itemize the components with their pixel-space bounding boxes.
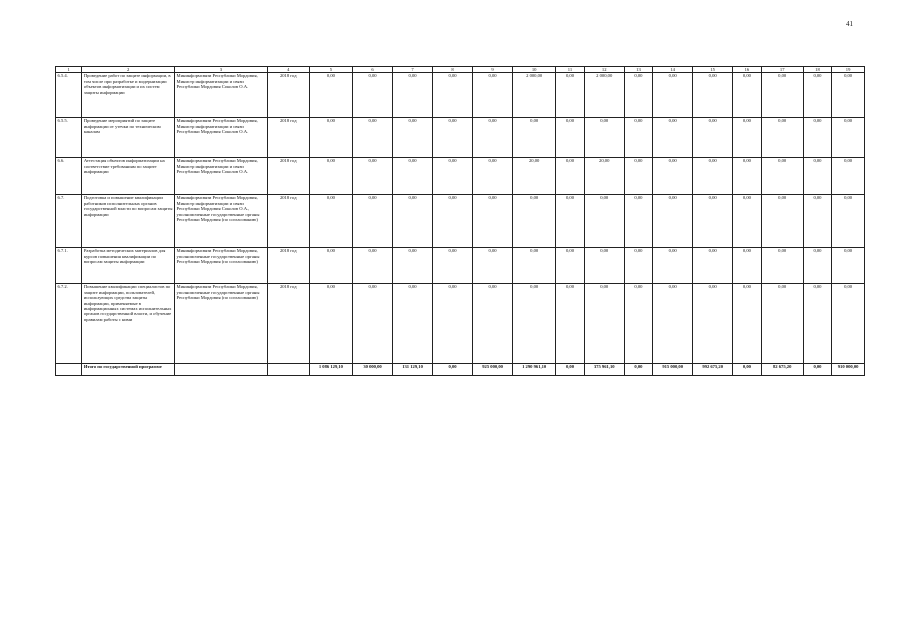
column-number: 18 bbox=[803, 67, 831, 73]
value-cell: 0,00 bbox=[733, 195, 761, 248]
value-cell: 0,00 bbox=[393, 284, 433, 364]
value-cell: 0,00 bbox=[733, 158, 761, 195]
year: 2018 год bbox=[267, 195, 309, 248]
executor: Мининформсвязи Республики Мордовия, Министр информатизации и связи Республики Мордовия Соколов О.А. bbox=[175, 73, 268, 118]
total-cell: 910 000,00 bbox=[832, 364, 865, 376]
value-cell: 0,00 bbox=[693, 195, 733, 248]
executor: Мининформсвязи Республики Мордовия, уполномоченные государственные органы Республики Мордовия (по согласованию) bbox=[175, 248, 268, 284]
activity-name: Повышение квалификации специалистов по защите информации, пользователей, использующих средства защиты информации, применяемые в информационных системах исполнительных органов государственной власти, и обучение правилам работы с ними bbox=[82, 284, 175, 364]
value-cell: 0,00 bbox=[473, 284, 513, 364]
value-cell: 0,00 bbox=[624, 284, 652, 364]
column-number: 11 bbox=[556, 67, 584, 73]
table-row bbox=[56, 195, 865, 248]
value-cell: 0,00 bbox=[693, 118, 733, 158]
value-cell: 0,00 bbox=[624, 248, 652, 284]
total-cell: 131 129,10 bbox=[393, 364, 433, 376]
value-cell: 0,00 bbox=[433, 118, 473, 158]
value-cell: 0,00 bbox=[832, 118, 865, 158]
value-cell: 0,00 bbox=[433, 248, 473, 284]
column-number: 2 bbox=[82, 67, 175, 73]
total-label: Итого по государственной программе bbox=[82, 364, 175, 376]
value-cell: 0,00 bbox=[309, 73, 352, 118]
row-number: 6.7.2. bbox=[56, 284, 82, 364]
column-number: 15 bbox=[693, 67, 733, 73]
total-cell: 0,00 bbox=[433, 364, 473, 376]
page-number: 41 bbox=[846, 20, 853, 28]
table-row bbox=[56, 73, 865, 118]
total-cell: 375 961,10 bbox=[584, 364, 624, 376]
value-cell: 0,00 bbox=[832, 158, 865, 195]
row-number: 6.5.4. bbox=[56, 73, 82, 118]
value-cell: 0,00 bbox=[584, 118, 624, 158]
value-cell: 2 000,00 bbox=[584, 73, 624, 118]
value-cell: 0,00 bbox=[584, 248, 624, 284]
value-cell: 0,00 bbox=[309, 118, 352, 158]
total-cell: 925 000,00 bbox=[473, 364, 513, 376]
value-cell: 0,00 bbox=[584, 195, 624, 248]
value-cell: 0,00 bbox=[761, 284, 803, 364]
value-cell: 0,00 bbox=[761, 73, 803, 118]
value-cell: 0,00 bbox=[693, 248, 733, 284]
value-cell: 0,00 bbox=[556, 248, 584, 284]
table-row bbox=[56, 118, 865, 158]
table-row bbox=[56, 158, 865, 195]
value-cell: 0,00 bbox=[513, 118, 556, 158]
value-cell: 0,00 bbox=[653, 248, 693, 284]
value-cell: 0,00 bbox=[473, 73, 513, 118]
value-cell: 0,00 bbox=[473, 158, 513, 195]
total-row bbox=[56, 364, 865, 376]
value-cell: 0,00 bbox=[832, 73, 865, 118]
column-number: 5 bbox=[309, 67, 352, 73]
value-cell: 0,00 bbox=[761, 158, 803, 195]
value-cell: 0,00 bbox=[353, 248, 393, 284]
executor: Мининформсвязи Республики Мордовия, Министр информатизации и связи Республики Мордовия Соколов О.А. bbox=[175, 158, 268, 195]
row-number: 6.7. bbox=[56, 195, 82, 248]
column-number: 19 bbox=[832, 67, 865, 73]
table-row bbox=[56, 284, 865, 364]
total-cell: 30 000,00 bbox=[353, 364, 393, 376]
column-number: 12 bbox=[584, 67, 624, 73]
value-cell: 0,00 bbox=[433, 284, 473, 364]
value-cell: 0,00 bbox=[803, 284, 831, 364]
executor: Мининформсвязи Республики Мордовия, уполномоченные государственные органы Республики Мордовия (по согласованию) bbox=[175, 284, 268, 364]
value-cell: 0,00 bbox=[309, 195, 352, 248]
value-cell: 0,00 bbox=[624, 73, 652, 118]
value-cell: 0,00 bbox=[693, 158, 733, 195]
row-number: 6.5.5. bbox=[56, 118, 82, 158]
value-cell: 0,00 bbox=[803, 118, 831, 158]
column-number: 1 bbox=[56, 67, 82, 73]
column-number: 8 bbox=[433, 67, 473, 73]
value-cell: 0,00 bbox=[556, 195, 584, 248]
column-number: 6 bbox=[353, 67, 393, 73]
column-number: 17 bbox=[761, 67, 803, 73]
column-number: 3 bbox=[175, 67, 268, 73]
value-cell: 0,00 bbox=[653, 195, 693, 248]
value-cell: 0,00 bbox=[433, 158, 473, 195]
value-cell: 0,00 bbox=[473, 118, 513, 158]
year: 2018 год bbox=[267, 284, 309, 364]
value-cell: 0,00 bbox=[353, 158, 393, 195]
row-number: 6.6. bbox=[56, 158, 82, 195]
value-cell: 0,00 bbox=[309, 248, 352, 284]
value-cell: 0,00 bbox=[803, 248, 831, 284]
value-cell: 20,00 bbox=[584, 158, 624, 195]
column-number: 9 bbox=[473, 67, 513, 73]
value-cell: 0,00 bbox=[393, 248, 433, 284]
value-cell: 0,00 bbox=[433, 195, 473, 248]
value-cell: 0,00 bbox=[761, 195, 803, 248]
value-cell: 0,00 bbox=[733, 248, 761, 284]
value-cell: 0,00 bbox=[832, 284, 865, 364]
value-cell: 0,00 bbox=[653, 158, 693, 195]
activity-name: Проведение мероприятий по защите информации от утечки по техническим каналам bbox=[82, 118, 175, 158]
row-number: 6.7.1. bbox=[56, 248, 82, 284]
total-cell: 915 000,00 bbox=[653, 364, 693, 376]
total-cell: 992 675,20 bbox=[693, 364, 733, 376]
total-cell: 0,00 bbox=[733, 364, 761, 376]
value-cell: 2 000,00 bbox=[513, 73, 556, 118]
value-cell: 0,00 bbox=[624, 158, 652, 195]
value-cell: 0,00 bbox=[353, 118, 393, 158]
activity-name: Аттестация объектов информатизации на соответствие требованиям по защите информации bbox=[82, 158, 175, 195]
activity-name: Проведение работ по защите информации, в том числе при разработке и модернизации объектов информатизации и их систем защиты информации bbox=[82, 73, 175, 118]
value-cell: 0,00 bbox=[353, 284, 393, 364]
value-cell: 0,00 bbox=[733, 284, 761, 364]
value-cell: 0,00 bbox=[832, 195, 865, 248]
value-cell: 0,00 bbox=[309, 158, 352, 195]
total-cell: 82 675,20 bbox=[761, 364, 803, 376]
value-cell: 0,00 bbox=[733, 73, 761, 118]
year: 2018 год bbox=[267, 158, 309, 195]
column-number: 14 bbox=[653, 67, 693, 73]
value-cell: 0,00 bbox=[556, 73, 584, 118]
column-number: 13 bbox=[624, 67, 652, 73]
value-cell: 0,00 bbox=[513, 284, 556, 364]
value-cell: 0,00 bbox=[556, 158, 584, 195]
total-cell: 0,00 bbox=[803, 364, 831, 376]
total-cell: 1 290 961,10 bbox=[513, 364, 556, 376]
total-cell: 0,00 bbox=[556, 364, 584, 376]
year: 2018 год bbox=[267, 248, 309, 284]
value-cell: 0,00 bbox=[624, 195, 652, 248]
value-cell: 0,00 bbox=[653, 73, 693, 118]
value-cell: 0,00 bbox=[693, 284, 733, 364]
year: 2018 год bbox=[267, 118, 309, 158]
table-row bbox=[56, 248, 865, 284]
value-cell: 20,00 bbox=[513, 158, 556, 195]
value-cell: 0,00 bbox=[556, 284, 584, 364]
value-cell: 0,00 bbox=[393, 73, 433, 118]
value-cell: 0,00 bbox=[803, 195, 831, 248]
value-cell: 0,00 bbox=[584, 284, 624, 364]
activity-name: Подготовка и повышение квалификации работников исполнительных органов государственной власти по вопросам защиты информации bbox=[82, 195, 175, 248]
value-cell: 0,00 bbox=[761, 118, 803, 158]
column-number: 10 bbox=[513, 67, 556, 73]
executor: Мининформсвязи Республики Мордовия, Министр информатизации и связи Республики Мордовия Соколов О.А. bbox=[175, 118, 268, 158]
value-cell: 0,00 bbox=[693, 73, 733, 118]
value-cell: 0,00 bbox=[393, 118, 433, 158]
value-cell: 0,00 bbox=[473, 248, 513, 284]
column-number: 4 bbox=[267, 67, 309, 73]
value-cell: 0,00 bbox=[393, 158, 433, 195]
total-cell: 1 086 129,10 bbox=[309, 364, 352, 376]
value-cell: 0,00 bbox=[624, 118, 652, 158]
value-cell: 0,00 bbox=[653, 284, 693, 364]
total-cell: 0,00 bbox=[624, 364, 652, 376]
value-cell: 0,00 bbox=[513, 195, 556, 248]
value-cell: 0,00 bbox=[513, 248, 556, 284]
value-cell: 0,00 bbox=[353, 195, 393, 248]
value-cell: 0,00 bbox=[556, 118, 584, 158]
value-cell: 0,00 bbox=[433, 73, 473, 118]
value-cell: 0,00 bbox=[473, 195, 513, 248]
value-cell: 0,00 bbox=[832, 248, 865, 284]
column-number: 7 bbox=[393, 67, 433, 73]
value-cell: 0,00 bbox=[309, 284, 352, 364]
budget-table bbox=[55, 66, 865, 376]
value-cell: 0,00 bbox=[803, 73, 831, 118]
value-cell: 0,00 bbox=[803, 158, 831, 195]
column-number: 16 bbox=[733, 67, 761, 73]
value-cell: 0,00 bbox=[653, 118, 693, 158]
value-cell: 0,00 bbox=[733, 118, 761, 158]
value-cell: 0,00 bbox=[393, 195, 433, 248]
year: 2018 год bbox=[267, 73, 309, 118]
executor: Мининформсвязи Республики Мордовия, Министр информатизации и связи Республики Мордовия Соколов О.А., уполномоченные государственные органы Республики Мордовия (по согласованию) bbox=[175, 195, 268, 248]
value-cell: 0,00 bbox=[761, 248, 803, 284]
activity-name: Разработка методических материалов для курсов повышения квалификации по вопросам защиты информации bbox=[82, 248, 175, 284]
value-cell: 0,00 bbox=[353, 73, 393, 118]
